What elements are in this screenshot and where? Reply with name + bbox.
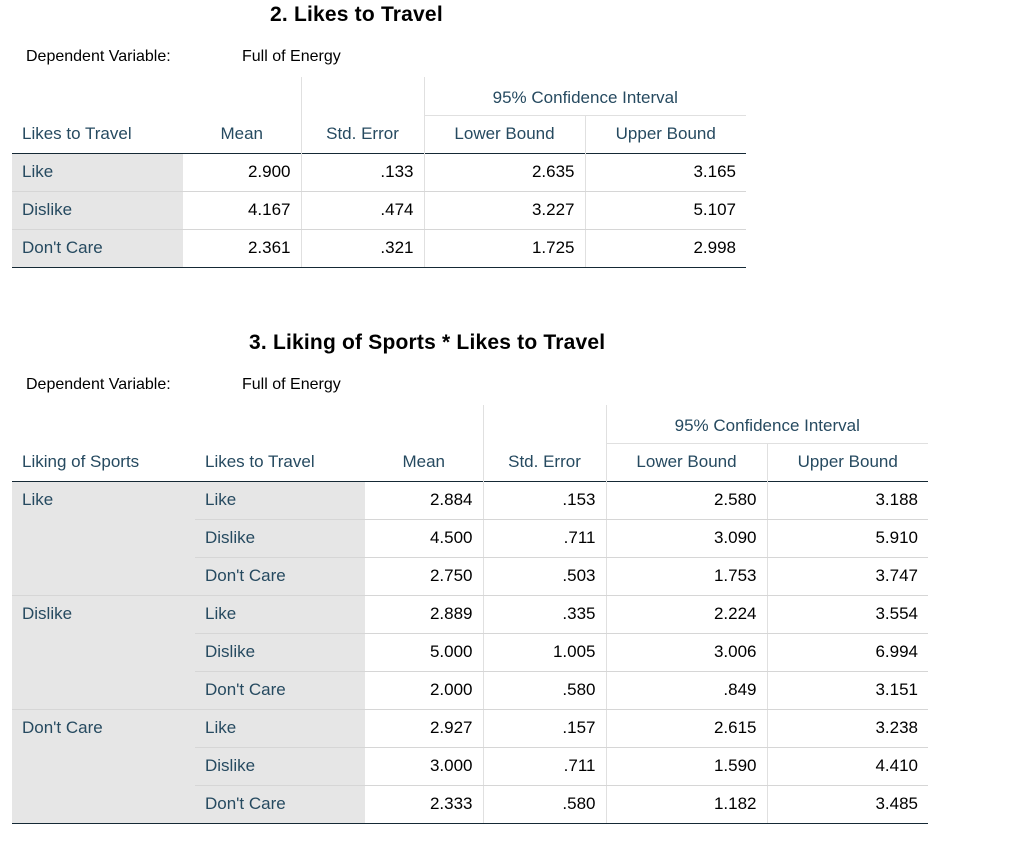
cell-upper-bound: 3.165: [585, 153, 746, 191]
cell-std-error: .503: [483, 557, 606, 595]
group-label: Don't Care: [12, 709, 195, 823]
cell-std-error: .133: [301, 153, 424, 191]
cell-mean: 2.884: [365, 481, 483, 519]
row-label: Like: [195, 481, 365, 519]
table2: [12, 77, 746, 268]
cell-mean: 5.000: [365, 633, 483, 671]
cell-upper-bound: 2.998: [585, 229, 746, 267]
cell-lower-bound: 1.725: [424, 229, 585, 267]
col-header-lower-bound: Lower Bound: [606, 443, 767, 481]
cell-std-error: .321: [301, 229, 424, 267]
cell-lower-bound: 2.635: [424, 153, 585, 191]
cell-mean: 2.900: [183, 153, 301, 191]
row-label: Dislike: [195, 519, 365, 557]
cell-std-error: .711: [483, 519, 606, 557]
table-row: [12, 153, 746, 191]
table-row: [12, 191, 746, 229]
row-label: Like: [195, 709, 365, 747]
cell-upper-bound: 3.554: [767, 595, 928, 633]
table3-title: 3. Liking of Sports * Likes to Travel: [249, 331, 606, 354]
dependent-variable-value: Full of Energy: [242, 48, 341, 65]
cell-lower-bound: 3.006: [606, 633, 767, 671]
cell-lower-bound: 1.753: [606, 557, 767, 595]
cell-upper-bound: 3.151: [767, 671, 928, 709]
cell-mean: 2.750: [365, 557, 483, 595]
col-header-likes-to-travel: Likes to Travel: [22, 123, 132, 143]
col-header-std-error: Std. Error: [483, 443, 606, 481]
cell-lower-bound: 1.590: [606, 747, 767, 785]
cell-upper-bound: 3.747: [767, 557, 928, 595]
table3-dependent-variable: [26, 376, 341, 394]
cell-std-error: .157: [483, 709, 606, 747]
dependent-variable-value: Full of Energy: [242, 376, 341, 393]
dependent-variable-label: Dependent Variable:: [26, 376, 171, 393]
cell-upper-bound: 4.410: [767, 747, 928, 785]
cell-mean: 4.167: [183, 191, 301, 229]
cell-lower-bound: 3.227: [424, 191, 585, 229]
table2-dependent-variable: [26, 48, 341, 66]
cell-mean: 2.889: [365, 595, 483, 633]
cell-lower-bound: 2.615: [606, 709, 767, 747]
cell-mean: 2.361: [183, 229, 301, 267]
table-row: [12, 481, 928, 519]
col-header-std-error: Std. Error: [301, 115, 424, 153]
cell-upper-bound: 3.238: [767, 709, 928, 747]
col-header-upper-bound: Upper Bound: [767, 443, 928, 481]
col-header-lower-bound: Lower Bound: [424, 115, 585, 153]
row-label: Dislike: [195, 747, 365, 785]
col-header-upper-bound: Upper Bound: [585, 115, 746, 153]
row-label: Like: [195, 595, 365, 633]
table3: [12, 405, 928, 824]
cell-lower-bound: 1.182: [606, 785, 767, 823]
ci-header: 95% Confidence Interval: [424, 77, 746, 115]
row-label: Dislike: [195, 633, 365, 671]
cell-std-error: .711: [483, 747, 606, 785]
cell-mean: 3.000: [365, 747, 483, 785]
cell-mean: 2.333: [365, 785, 483, 823]
col-header-likes-to-travel: Likes to Travel: [205, 451, 315, 471]
cell-std-error: .335: [483, 595, 606, 633]
row-label: Don't Care: [12, 229, 183, 267]
cell-std-error: .474: [301, 191, 424, 229]
row-label: Don't Care: [195, 671, 365, 709]
cell-lower-bound: 3.090: [606, 519, 767, 557]
cell-mean: 4.500: [365, 519, 483, 557]
cell-upper-bound: 3.485: [767, 785, 928, 823]
cell-lower-bound: 2.580: [606, 481, 767, 519]
cell-std-error: .580: [483, 671, 606, 709]
cell-std-error: .580: [483, 785, 606, 823]
cell-upper-bound: 3.188: [767, 481, 928, 519]
col-header-liking-of-sports: Liking of Sports: [22, 451, 140, 471]
col-header-mean: Mean: [402, 451, 446, 471]
cell-upper-bound: 5.107: [585, 191, 746, 229]
row-label: Don't Care: [195, 557, 365, 595]
cell-upper-bound: 6.994: [767, 633, 928, 671]
cell-std-error: 1.005: [483, 633, 606, 671]
cell-lower-bound: 2.224: [606, 595, 767, 633]
ci-header: 95% Confidence Interval: [606, 405, 928, 443]
row-label: Like: [12, 153, 183, 191]
group-label: Like: [12, 481, 195, 595]
row-label: Dislike: [12, 191, 183, 229]
cell-upper-bound: 5.910: [767, 519, 928, 557]
cell-mean: 2.927: [365, 709, 483, 747]
row-label: Don't Care: [195, 785, 365, 823]
cell-lower-bound: .849: [606, 671, 767, 709]
table-row: [12, 709, 928, 747]
table-row: [12, 229, 746, 267]
table-row: [12, 595, 928, 633]
dependent-variable-label: Dependent Variable:: [26, 48, 171, 65]
cell-std-error: .153: [483, 481, 606, 519]
col-header-mean: Mean: [220, 123, 264, 143]
group-label: Dislike: [12, 595, 195, 709]
cell-mean: 2.000: [365, 671, 483, 709]
table2-title: 2. Likes to Travel: [270, 3, 443, 26]
